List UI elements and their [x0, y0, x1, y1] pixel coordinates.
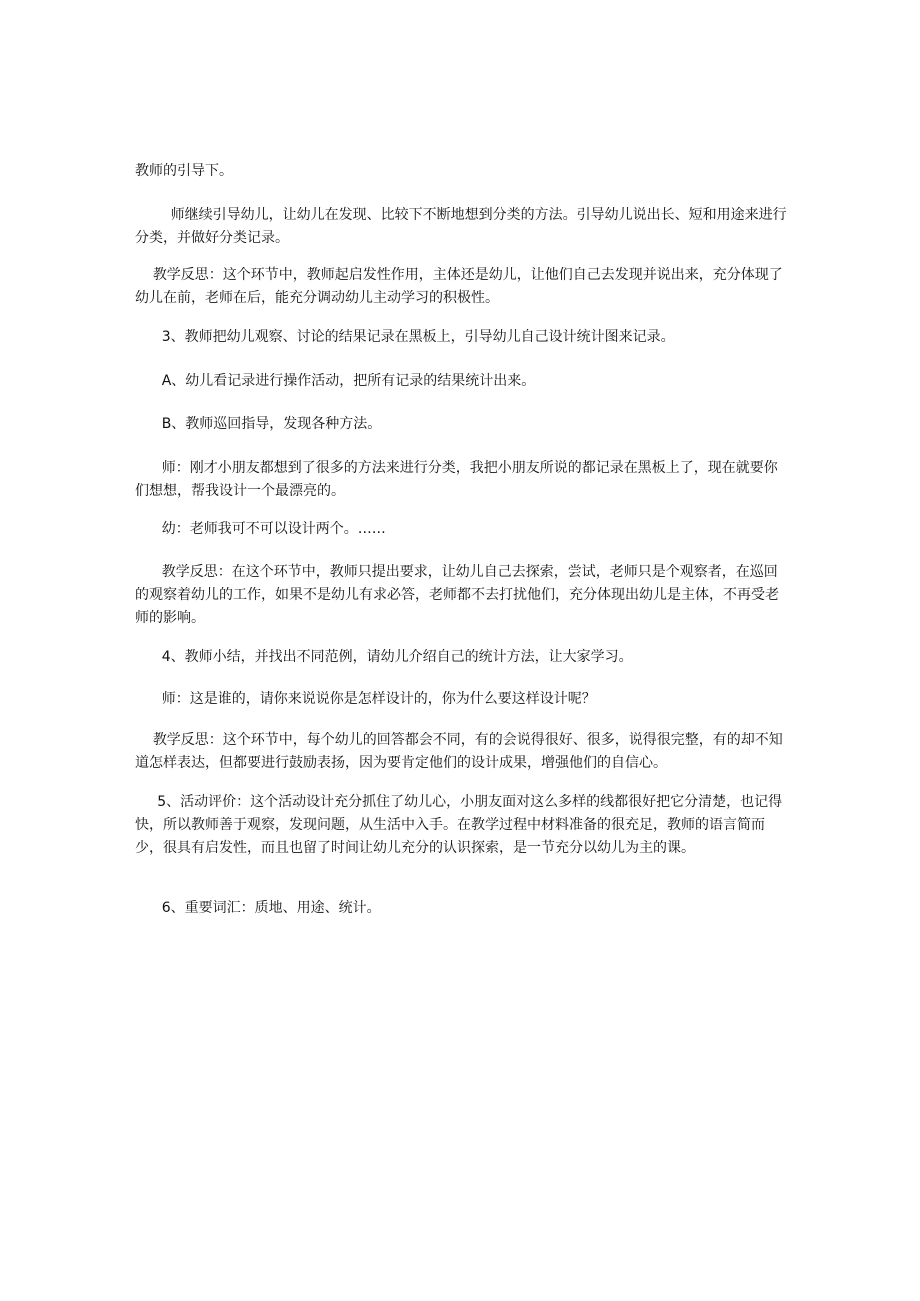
- paragraph-12: 教学反思：这个环节中，每个幼儿的回答都会不同，有的会说得很好、很多，说得很完整，有的却不知道怎样表达，但都要进行鼓励表扬，因为要肯定他们的设计成果，增强他们的自信心。: [135, 732, 783, 771]
- paragraph-8: 幼：老师我可不可以设计两个。……: [135, 521, 386, 537]
- paragraph-6: B、教师巡回指导，发现各种方法。: [135, 416, 382, 432]
- paragraph-7: 师：刚才小朋友都想到了很多的方法来进行分类，我把小朋友所说的都记录在黑板上了，现在就要你们想想，帮我设计一个最漂亮的。: [135, 460, 778, 499]
- paragraph-4: 3、教师把幼儿观察、讨论的结果记录在黑板上，引导幼儿自己设计统计图来记录。: [135, 329, 675, 345]
- paragraph-11: 师：这是谁的，请你来说说你是怎样设计的，你为什么要这样设计呢？: [135, 691, 596, 707]
- paragraph-3: 教学反思：这个环节中，教师起启发性作用，主体还是幼儿，让他们自己去发现并说出来，充分体现了幼儿在前，老师在后，能充分调动幼儿主动学习的积极性。: [135, 267, 783, 306]
- paragraph-13: 5、活动评价：这个活动设计充分抓住了幼儿心，小朋友面对这么多样的线都很好把它分清楚，也记得快，所以教师善于观察，发现问题，从生活中入手。在教学过程中材料准备的很充足，教师的语言简而少，很具有启发性，而且也留了时间让幼儿充分的认识探索，是一节充分以幼儿为主的课。: [135, 794, 783, 856]
- paragraph-1: 教师的引导下。: [135, 163, 233, 179]
- paragraph-5: A、幼儿看记录进行操作活动，把所有记录的结果统计出来。: [135, 373, 536, 389]
- paragraph-9: 教学反思：在这个环节中，教师只提出要求，让幼儿自己去探索，尝试，老师只是个观察者，在巡回的观察着幼儿的工作，如果不是幼儿有求必答，老师都不去打扰他们，充分体现出幼儿是主体，不再受老师的影响。: [135, 564, 779, 626]
- paragraph-2: 师继续引导幼儿，让幼儿在发现、比较下不断地想到分类的方法。引导幼儿说出长、短和用途来进行分类，并做好分类记录。: [135, 207, 787, 246]
- paragraph-14: 6、重要词汇：质地、用途、统计。: [135, 900, 381, 916]
- paragraph-10: 4、教师小结，并找出不同范例，请幼儿介绍自己的统计方法，让大家学习。: [135, 649, 633, 665]
